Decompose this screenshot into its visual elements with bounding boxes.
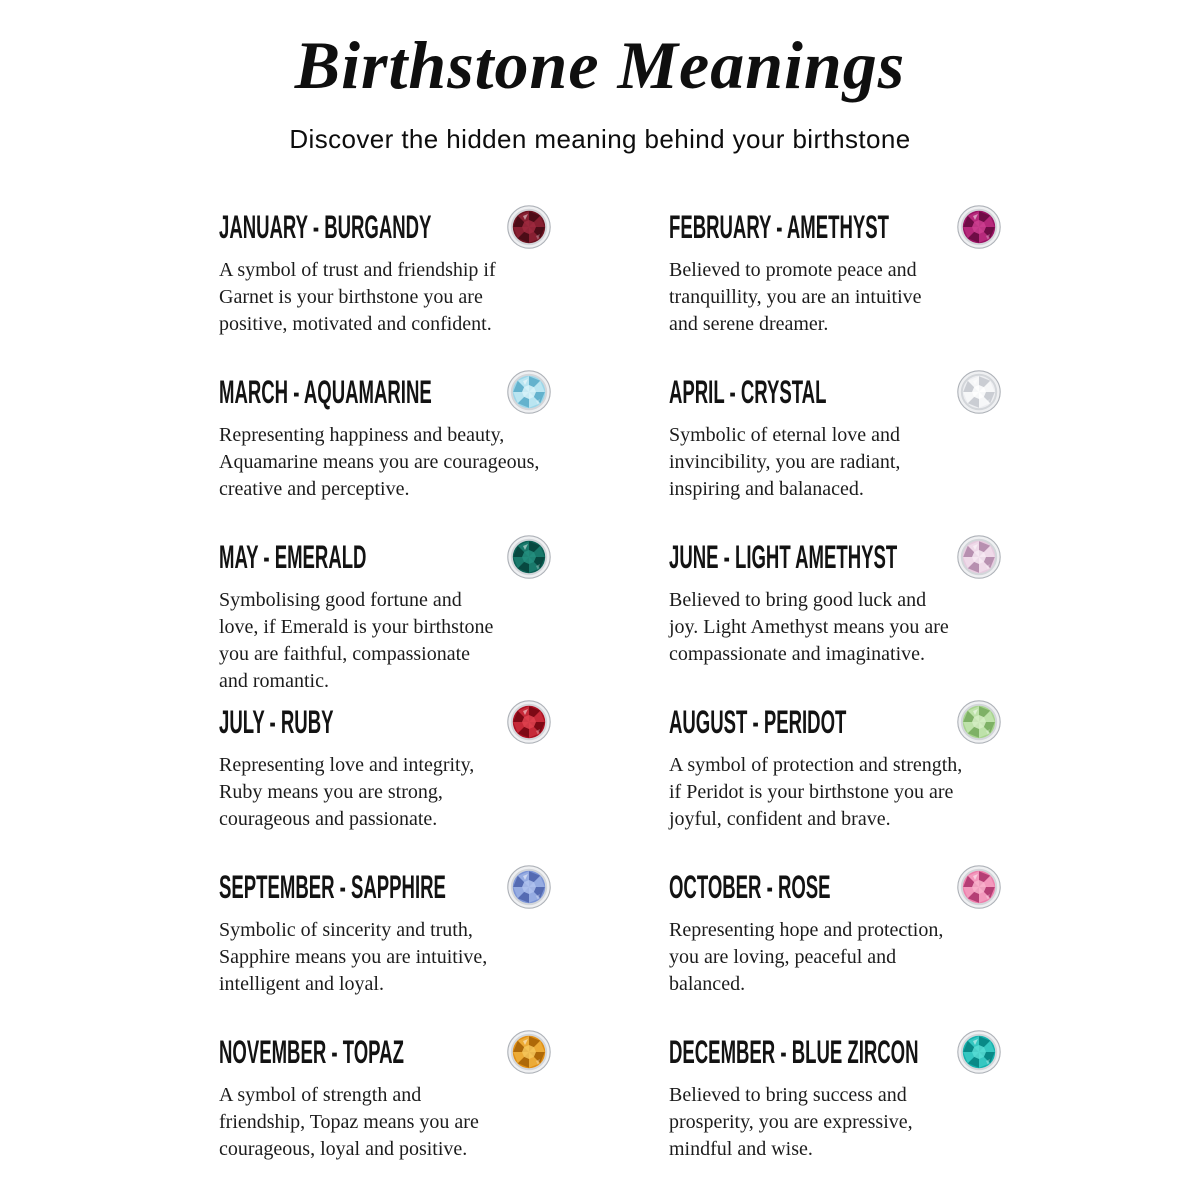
description-line: inspiring and balanaced.: [669, 478, 864, 500]
ruby-gem-icon: [507, 700, 551, 744]
month-card-12: [669, 1028, 1001, 1193]
month-header: [669, 368, 1001, 416]
description-line: you are loving, peaceful and: [669, 946, 897, 968]
month-header: [669, 533, 1001, 581]
amethyst-gem-icon: [957, 205, 1001, 249]
description-line: friendship, Topaz means you are: [219, 1111, 479, 1133]
description-line: tranquillity, you are an intuitive: [669, 286, 922, 308]
description-line: Representing love and integrity,: [219, 754, 475, 776]
description-line: Ruby means you are strong,: [219, 781, 443, 803]
description-line: Representing happiness and beauty,: [219, 424, 505, 446]
month-card-3: [219, 368, 551, 533]
month-header: [219, 1028, 551, 1076]
month-card-11: [219, 1028, 551, 1193]
page-subtitle: Discover the hidden meaning behind your birthstone: [289, 124, 911, 154]
description-line: you are faithful, compassionate: [219, 643, 471, 665]
month-title: DECEMBER - BLUE ZIRCON: [669, 1033, 919, 1070]
description-line: A symbol of trust and friendship if: [219, 259, 496, 281]
description-line: mindful and wise.: [669, 1138, 813, 1160]
month-description: [219, 1082, 551, 1163]
month-card-6: [669, 533, 1001, 698]
description-line: A symbol of strength and: [219, 1084, 422, 1106]
description-line: Believed to bring good luck and: [669, 589, 927, 611]
emerald-gem-icon: [507, 535, 551, 579]
rose-gem-icon: [957, 865, 1001, 909]
description-line: Symbolising good fortune and: [219, 589, 462, 611]
month-description: [669, 1082, 1001, 1163]
description-line: compassionate and imaginative.: [669, 643, 926, 665]
garnet-gem-icon: [507, 205, 551, 249]
aquamarine-gem-icon: [507, 370, 551, 414]
description-line: Symbolic of sincerity and truth,: [219, 919, 473, 941]
description-line: love, if Emerald is your birthstone: [219, 616, 494, 638]
month-header: [219, 368, 551, 416]
month-card-5: [219, 533, 551, 698]
month-title: AUGUST - PERIDOT: [669, 703, 847, 740]
month-card-9: [219, 863, 551, 1028]
month-title: MAY - EMERALD: [219, 538, 367, 575]
page-title: Birthstone Meanings: [294, 27, 906, 103]
description-line: Garnet is your birthstone you are: [219, 286, 483, 308]
month-card-7: [219, 698, 551, 863]
month-title: FEBRUARY - AMETHYST: [669, 208, 889, 245]
month-description: [219, 422, 551, 503]
description-line: Representing hope and protection,: [669, 919, 944, 941]
description-line: A symbol of protection and strength,: [669, 754, 963, 776]
peridot-gem-icon: [957, 700, 1001, 744]
description-line: balanced.: [669, 973, 746, 995]
month-description: [219, 257, 551, 338]
month-title: NOVEMBER - TOPAZ: [219, 1033, 404, 1070]
sapphire-gem-icon: [507, 865, 551, 909]
month-card-2: [669, 203, 1001, 368]
month-description: [669, 587, 1001, 668]
description-line: Sapphire means you are intuitive,: [219, 946, 488, 968]
month-card-8: [669, 698, 1001, 863]
month-title: SEPTEMBER - SAPPHIRE: [219, 868, 446, 905]
description-line: courageous and passionate.: [219, 808, 438, 830]
month-header: [219, 203, 551, 251]
month-description: [669, 257, 1001, 338]
month-card-4: [669, 368, 1001, 533]
description-line: and serene dreamer.: [669, 313, 829, 335]
description-line: creative and perceptive.: [219, 478, 410, 500]
description-line: joyful, confident and brave.: [669, 808, 891, 830]
month-card-1: [219, 203, 551, 368]
month-header: [669, 863, 1001, 911]
month-description: [669, 422, 1001, 503]
light-amethyst-gem-icon: [957, 535, 1001, 579]
crystal-gem-icon: [957, 370, 1001, 414]
month-title: MARCH - AQUAMARINE: [219, 373, 432, 410]
month-description: [219, 917, 551, 998]
month-header: [669, 203, 1001, 251]
description-line: intelligent and loyal.: [219, 973, 384, 995]
description-line: Aquamarine means you are courageous,: [219, 451, 540, 473]
month-description: [669, 752, 1001, 833]
month-title: JUNE - LIGHT AMETHYST: [669, 538, 898, 575]
month-header: [219, 698, 551, 746]
blue-zircon-gem-icon: [957, 1030, 1001, 1074]
topaz-gem-icon: [507, 1030, 551, 1074]
month-description: [669, 917, 1001, 998]
month-title: JULY - RUBY: [219, 703, 334, 740]
description-line: and romantic.: [219, 670, 329, 692]
month-header: [669, 698, 1001, 746]
description-line: courageous, loyal and positive.: [219, 1138, 468, 1160]
month-description: [219, 587, 551, 695]
month-title: OCTOBER - ROSE: [669, 868, 831, 905]
description-line: invincibility, you are radiant,: [669, 451, 901, 473]
month-header: [219, 533, 551, 581]
months-grid: [219, 203, 1001, 1193]
description-line: Believed to promote peace and: [669, 259, 917, 281]
month-header: [669, 1028, 1001, 1076]
description-line: if Peridot is your birthstone you are: [669, 781, 954, 803]
month-title: JANUARY - BURGANDY: [219, 208, 432, 245]
month-description: [219, 752, 551, 833]
description-line: Believed to bring success and: [669, 1084, 907, 1106]
month-title: APRIL - CRYSTAL: [669, 373, 827, 410]
month-card-10: [669, 863, 1001, 1028]
month-header: [219, 863, 551, 911]
description-line: positive, motivated and confident.: [219, 313, 492, 335]
description-line: joy. Light Amethyst means you are: [669, 616, 949, 638]
description-line: prosperity, you are expressive,: [669, 1111, 913, 1133]
description-line: Symbolic of eternal love and: [669, 424, 901, 446]
